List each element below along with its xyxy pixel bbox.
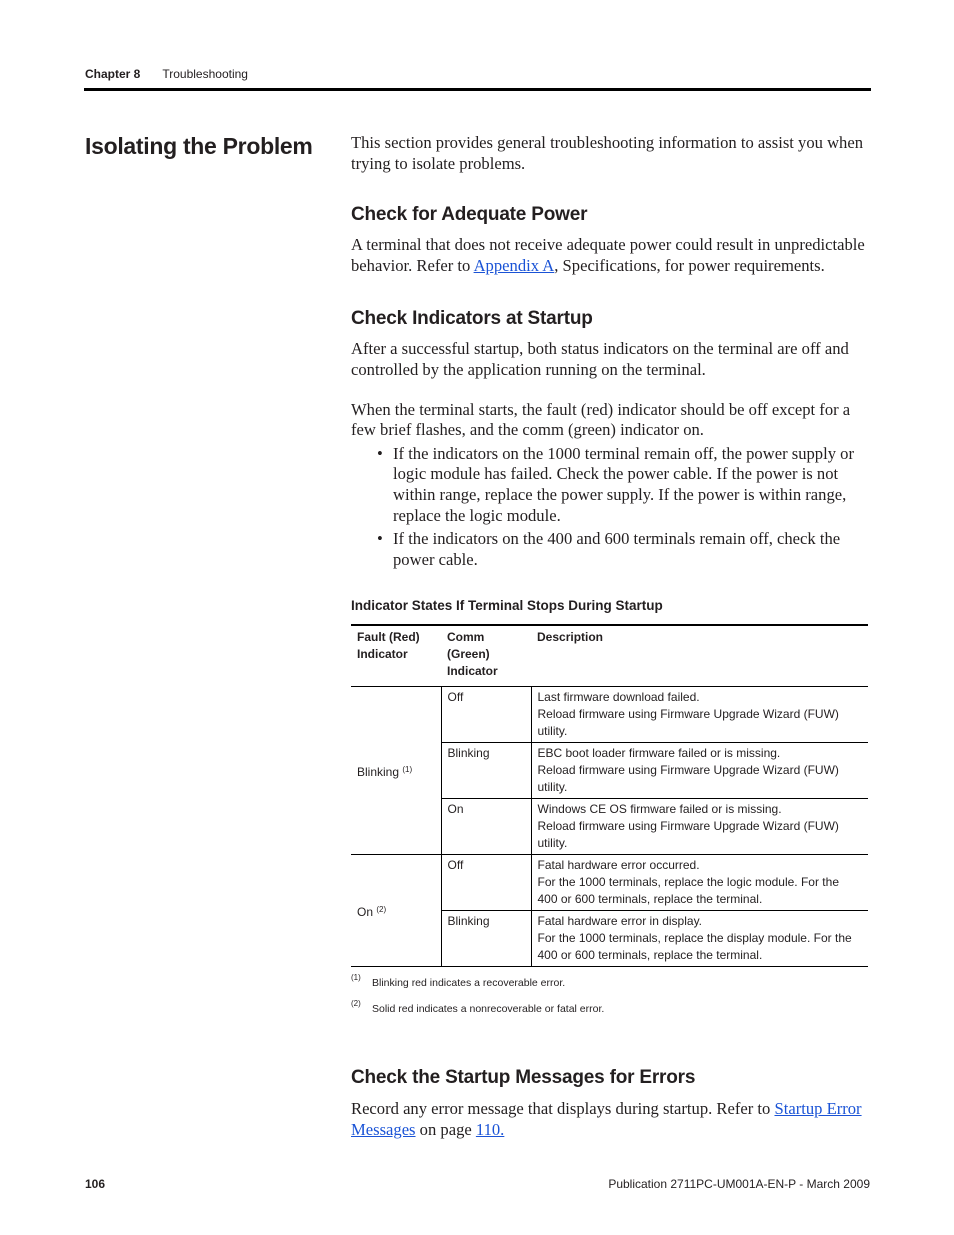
comm-cell: Blinking xyxy=(441,743,531,799)
header-rule xyxy=(84,88,871,91)
comm-cell: Off xyxy=(441,687,531,743)
publication-info: Publication 2711PC-UM001A-EN-P - March 2009 xyxy=(608,1177,870,1191)
fault-cell xyxy=(351,687,441,855)
footnote xyxy=(351,999,869,1016)
page-number: 106 xyxy=(85,1177,106,1191)
fault-cell xyxy=(351,855,441,967)
table-row xyxy=(351,855,868,911)
appendix-a-link[interactable]: Appendix A xyxy=(473,255,555,275)
footnote xyxy=(351,973,869,990)
footnote-text: Solid red indicates a nonrecoverable or fatal error. xyxy=(372,1003,605,1016)
indicators-paragraph-2: When the terminal starts, the fault (red) indicator should be off except for a few brief flashes, and the comm (green) indicator on. xyxy=(351,399,851,440)
bullet-icon: • xyxy=(377,443,383,463)
description-cell xyxy=(531,743,868,799)
bullet-text: If the indicators on the 400 and 600 terminals remain off, check the power cable. xyxy=(393,529,841,569)
indicators-paragraph-1: After a successful startup, both status indicators on the terminal are off and controlled by the application running on the terminal. xyxy=(351,339,849,379)
description-line: Last firmware download failed. xyxy=(537,690,700,705)
power-paragraph xyxy=(351,235,869,276)
comm-cell: Blinking xyxy=(441,911,531,967)
footnote-mark: (2) xyxy=(351,999,361,1009)
description-line: For the 1000 terminals, replace the logic module. For the 400 or 600 terminals, replace the terminal. xyxy=(537,875,839,907)
description-cell xyxy=(531,799,868,855)
fault-value: On xyxy=(357,904,374,919)
startup-paragraph xyxy=(351,1099,869,1140)
indicators-heading: Check Indicators at Startup xyxy=(351,308,593,330)
header-comm: Comm (Green) Indicator xyxy=(441,625,531,687)
footnote-ref: (1) xyxy=(402,764,413,774)
footnote-mark: (1) xyxy=(351,973,361,983)
bullet-item xyxy=(377,444,869,526)
power-text-end: , Specifications, for power requirements. xyxy=(554,255,825,275)
table-title: Indicator States If Terminal Stops During Startup xyxy=(351,598,663,614)
description-line: EBC boot loader firmware failed or is missing. xyxy=(537,746,781,761)
footnote-ref: (2) xyxy=(376,904,387,914)
description-cell xyxy=(531,911,868,967)
bullet-icon: • xyxy=(377,529,383,549)
section-label: Troubleshooting xyxy=(162,67,248,81)
fault-value: Blinking xyxy=(357,764,400,779)
description-line: Reload firmware using Firmware Upgrade Wizard (FUW) utility. xyxy=(537,707,839,739)
main-content xyxy=(351,133,869,1141)
footnote-text: Blinking red indicates a recoverable error. xyxy=(372,977,566,990)
intro-paragraph: This section provides general troubleshooting information to assist you when trying to isolate problems. xyxy=(351,133,864,173)
description-line: Windows CE OS firmware failed or is missing. xyxy=(537,802,782,817)
description-line: For the 1000 terminals, replace the display module. For the 400 or 600 terminals, replace the terminal. xyxy=(537,931,852,963)
table-header-row xyxy=(351,625,868,687)
description-cell xyxy=(531,687,868,743)
page-title: Isolating the Problem xyxy=(85,133,313,159)
description-cell xyxy=(531,855,868,911)
header-fault: Fault (Red) Indicator xyxy=(351,625,441,687)
comm-cell: Off xyxy=(441,855,531,911)
description-line: Fatal hardware error occurred. xyxy=(537,858,700,873)
bullet-text: If the indicators on the 1000 terminal remain off, the power supply or logic module has failed. Check the power cable. If the power is not within range, replace the power supply. If the power is within range, replace the logic module. xyxy=(393,443,854,525)
page-110-link[interactable]: 110. xyxy=(475,1119,505,1139)
description-line: Fatal hardware error in display. xyxy=(537,914,703,929)
description-line: Reload firmware using Firmware Upgrade Wizard (FUW) utility. xyxy=(537,819,839,851)
chapter-label: Chapter 8 xyxy=(85,67,141,81)
startup-text: Record any error message that displays during startup. Refer to xyxy=(351,1099,775,1119)
startup-error-messages-link[interactable]: Startup Error Messages xyxy=(351,1099,862,1139)
startup-text-mid: on page xyxy=(415,1119,476,1139)
description-line: Reload firmware using Firmware Upgrade Wizard (FUW) utility. xyxy=(537,763,839,795)
table-row xyxy=(351,687,868,743)
indicator-table xyxy=(351,624,868,967)
comm-cell: On xyxy=(441,799,531,855)
running-head xyxy=(85,67,248,81)
bullet-item xyxy=(377,529,869,570)
indicators-bullet-list xyxy=(351,444,869,571)
header-description: Description xyxy=(531,625,868,687)
power-text: A terminal that does not receive adequate power could result in unpredictable behavior. Refer to xyxy=(351,235,865,275)
power-heading: Check for Adequate Power xyxy=(351,204,588,226)
startup-heading: Check the Startup Messages for Errors xyxy=(351,1067,696,1089)
